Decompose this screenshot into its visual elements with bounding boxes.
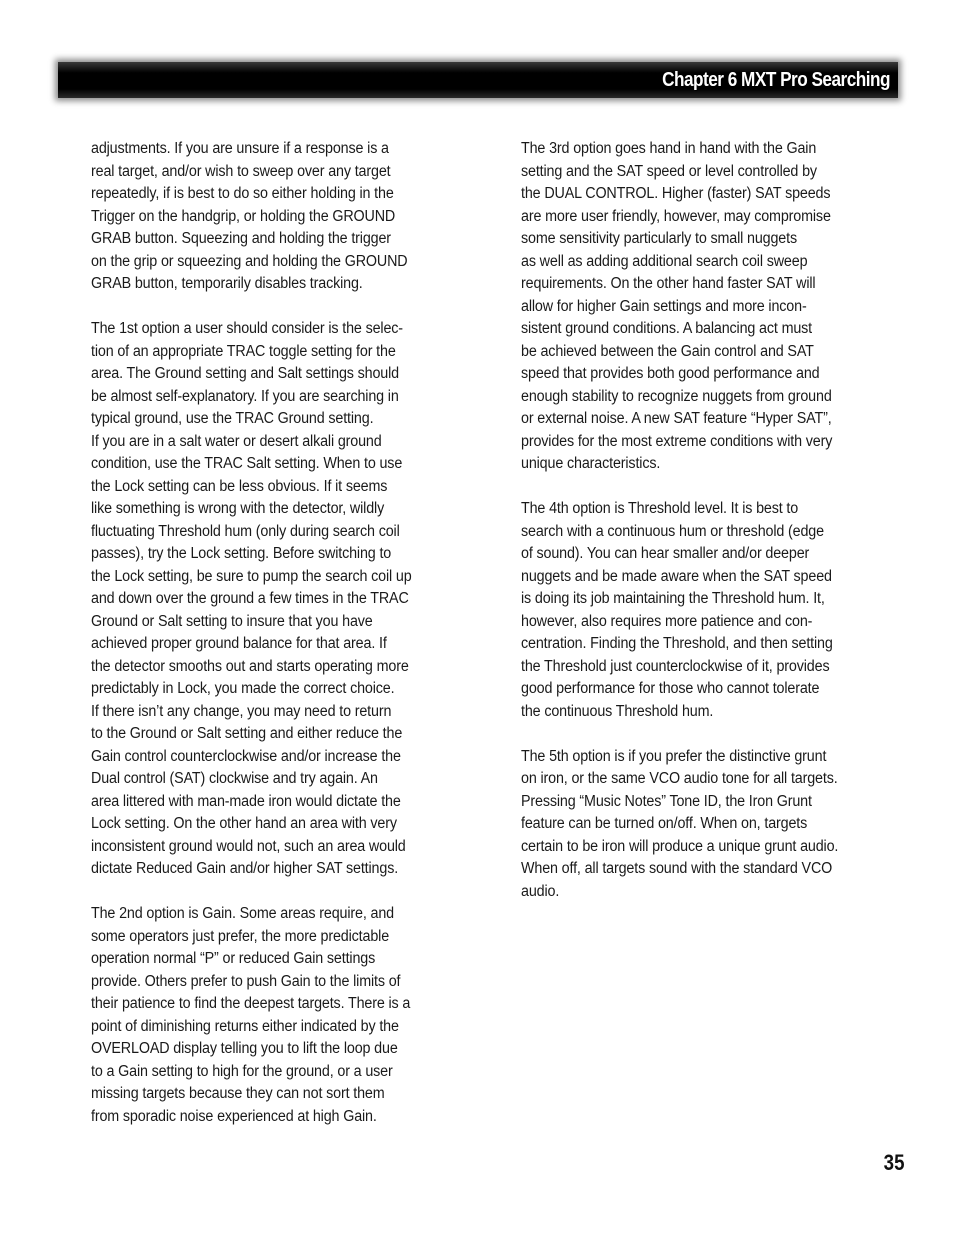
page-number: 35: [883, 1150, 904, 1175]
chapter-title: Chapter 6 MXT Pro Searching: [662, 69, 890, 91]
paragraph-option-2-gain: The 2nd option is Gain. Some areas require, and some operators just prefer, the more predictable operation normal “P” or reduced Gain settings provide. Others prefer to push Gain to the limits of their patience to find the deepest targets. There is a point of diminishing returns either indicated by the OVERLOAD display telling you to lift the loop due to a Gain setting to high for the ground, or a user missing targets because they can not sort them from sporadic noise experienced at high Gain.: [91, 905, 411, 1125]
chapter-header-bar: [58, 62, 898, 98]
left-text-column: [91, 138, 453, 1151]
right-text-column: [521, 138, 883, 926]
paragraph-option-4-threshold: The 4th option is Threshold level. It is best to search with a continuous hum or threshold (edge of sound). You can hear smaller and/or deeper nuggets and be made aware when the SAT speed is doing its job maintaining the Threshold hum. It, however, also requires more patience and con- centration. Finding the Threshold, and then setting the Threshold just counterclockwise of it, provides good performance for those who cannot tolerate the continuous Threshold hum.: [521, 500, 833, 720]
paragraph-option-3-sat: The 3rd option goes hand in hand with the Gain setting and the SAT speed or level controlled by the DUAL CONTROL. Higher (faster) SAT speeds are more user friendly, however, may compromise some sensitivity particularly to small nuggets as well as adding additional search coil sweep requirements. On the other hand faster SAT will allow for higher Gain settings and more incon- sistent ground conditions. A balancing act must be achieved between the Gain control and SAT speed that provides both good performance and enough stability to recognize nuggets from ground or external noise. A new SAT feature “Hyper SAT”, provides for the most extreme conditions with very unique characteristics.: [521, 140, 833, 472]
paragraph-option-5-iron-grunt: The 5th option is if you prefer the distinctive grunt on iron, or the same VCO audio tone for all targets. Pressing “Music Notes” Tone ID, the Iron Grunt feature can be turned on/off. When on, targets certain to be iron will produce a unique grunt audio. When off, all targets sound with the standard VCO audio.: [521, 747, 839, 900]
paragraph-option-1-trac: The 1st option a user should consider is the selec- tion of an appropriate TRAC toggle setting for the area. The Ground setting and Salt settings should be almost self-explanatory. If you are searching in typical ground, use the TRAC Ground setting. If you are in a salt water or desert alkali ground condition, use the TRAC Salt setting. When to use the Lock setting can be less obvious. If it seems like something is wrong with the detector, wildly fluctuating Threshold hum (only during search coil passes), try the Lock setting. Before switching to the Lock setting, be sure to pump the search coil up and down over the ground a few times in the TRAC Ground or Salt setting to insure that you have achieved proper ground balance for that area. If the detector smooths out and starts operating more predictably in Lock, you made the correct choice. If there isn’t any change, you may need to return to the Ground or Salt setting and either reduce the Gain control counterclockwise and/or increase the Dual control (SAT) clockwise and try again. An area littered with man-made iron would dictate the Lock setting. On the other hand an area with very inconsistent ground would not, such an area would dictate Reduced Gain and/or higher SAT settings.: [91, 320, 412, 877]
paragraph-adjustments: adjustments. If you are unsure if a response is a real target, and/or wish to sweep over any target repeatedly, if is best to do so either holding in the Trigger on the handgrip, or holding the GROUND GRAB button. Squeezing and holding the trigger on the grip or squeezing and holding the GROUND GRAB button, temporarily disables tracking.: [91, 140, 408, 292]
